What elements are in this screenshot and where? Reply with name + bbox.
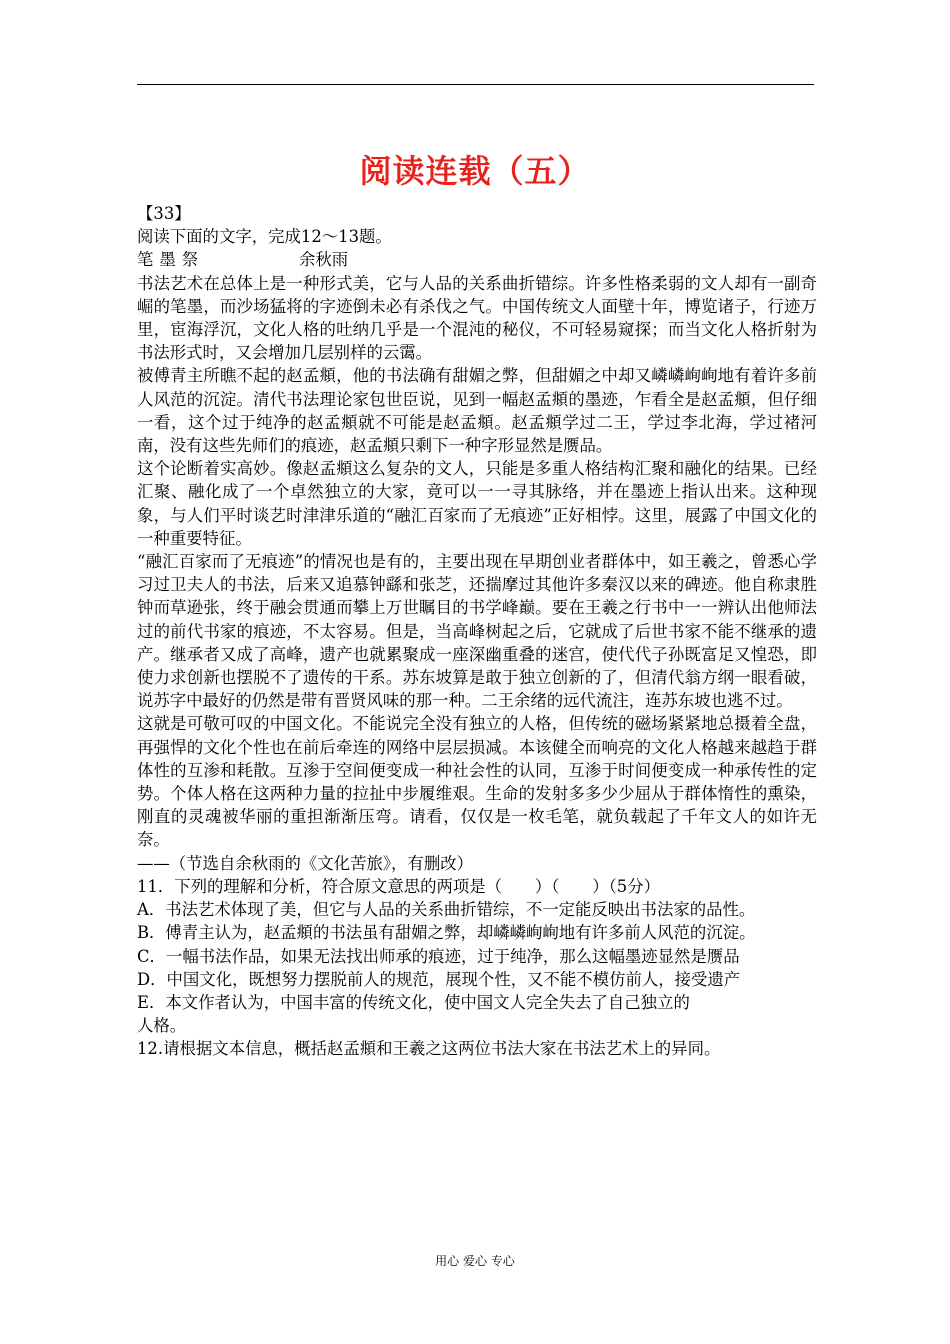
instruction: 阅读下面的文字，完成12～13题。 [137,227,392,247]
question-11-option-e-continued: 人格。 [137,1016,187,1036]
article-paragraph-3: 这个论断着实高妙。像赵孟頫这么复杂的文人，只能是多重人格结构汇聚和融化的结果。已经汇聚、融化成了一个卓然独立的大家，竟可以一一寻其脉络，并在墨迹上指认出来。这种现象，与人们平时谈艺时津津乐道的“融汇百家而了无痕迹”正好相悖。这里，展露了中国文化的一种重要特征。 [137,459,817,548]
question-11-option-c: C．一幅书法作品，如果无法找出师承的痕迹，过于纯净，那么这幅墨迹显然是赝品 [137,946,740,966]
article-paragraph-2: 被傅青主所瞧不起的赵孟頫，他的书法确有甜媚之弊，但甜媚之中却又嶙嶙峋峋地有着许多前人风范的沉淀。清代书法理论家包世臣说，见到一幅赵孟頫的墨迹，乍看全是赵孟頫，但仔细一看，这个过于纯净的赵孟頫就不可能是赵孟頫。赵孟頫学过二王，学过李北海，学过褚河南，没有这些先师们的痕迹，赵孟頫只剩下一种字形显然是赝品。 [137,366,817,456]
article-paragraph-1: 书法艺术在总体上是一种形式美，它与人品的关系曲折错综。许多性格柔弱的文人却有一副奇崛的笔墨，而沙场猛将的字迹倒未必有杀伐之气。中国传统文人面壁十年，博览诸子，行迹万里，宦海浮沉，文化人格的吐纳几乎是一个混沌的秘仪，不可轻易窥探；而当文化人格折射为书法形式时，又会增加几层别样的云霭。 [137,273,817,363]
section-number: 【33】 [137,204,191,223]
document-body [137,202,817,1061]
question-12-stem: 12.请根据文本信息，概括赵孟頫和王羲之这两位书法大家在书法艺术上的异同。 [137,1039,721,1059]
header-rule [137,84,814,85]
article-author: 余秋雨 [299,250,349,270]
article-source: ——（节选自余秋雨的《文化苦旅》，有删改） [137,853,474,873]
article-paragraph-5: 这就是可敬可叹的中国文化。不能说完全没有独立的人格，但传统的磁场紧紧地总摄着全盘，再强悍的文化个性也在前后牵连的网络中层层损减。本该健全而响亮的文化人格越来越趋于群体性的互渗和耗散。互渗于空间便变成一种社会性的认同，互渗于时间便变成一种承传性的定势。个体人格在这两种力量的拉扯中步履维艰。生命的发射多多少少屈从于群体惰性的熏染，刚直的灵魂被华丽的重担渐渐压弯。请看，仅仅是一枚毛笔，就负载起了千年文人的如许无奈。 [137,714,817,850]
page-title: 阅读连载（五） [359,152,591,191]
question-11-option-e: E．本文作者认为，中国丰富的传统文化，使中国文人完全失去了自己独立的 [137,992,690,1012]
article-byline [137,248,817,271]
question-11-stem: 11．下列的理解和分析，符合原文意思的两项是（ ）（ ）（5分） [137,876,660,896]
article-paragraph-4: “融汇百家而了无痕迹”的情况也是有的，主要出现在早期创业者群体中，如王羲之，曾悉心学习过卫夫人的书法，后来又追慕钟繇和张芝，还揣摩过其他许多秦汉以来的碑迹。他自称隶胜钟而草逊张，终于融会贯通而攀上万世瞩目的书学峰巅。要在王羲之行书中一一辨认出他师法过的前代书家的痕迹，不太容易。但是，当高峰树起之后，它就成了后世书家不能不继承的遗产。继承者又成了高峰，遗产也就累聚成一座深幽重叠的迷宫，使代代子孙既富足又惶恐，即使力求创新也摆脱不了遗传的干系。苏东坡算是敢于独立创新的了，但清代翁方纲一眼看破，说苏字中最好的仍然是带有晋贤风味的那一种。二王余绪的远代流注，连苏东坡也逃不过。 [137,552,817,711]
question-11-option-d: D．中国文化，既想努力摆脱前人的规范，展现个性，又不能不模仿前人，接受遗产 [137,969,741,989]
question-11-option-b: B．傅青主认为，赵孟頫的书法虽有甜媚之弊，却嶙嶙峋峋地有许多前人风范的沉淀。 [137,923,756,943]
article-title: 笔墨祭 [137,250,205,270]
question-11-option-a: A．书法艺术体现了美，但它与人品的关系曲折错综，不一定能反映出书法家的品性。 [137,900,756,920]
page-footer: 用心 爱心 专心 [435,1254,515,1268]
